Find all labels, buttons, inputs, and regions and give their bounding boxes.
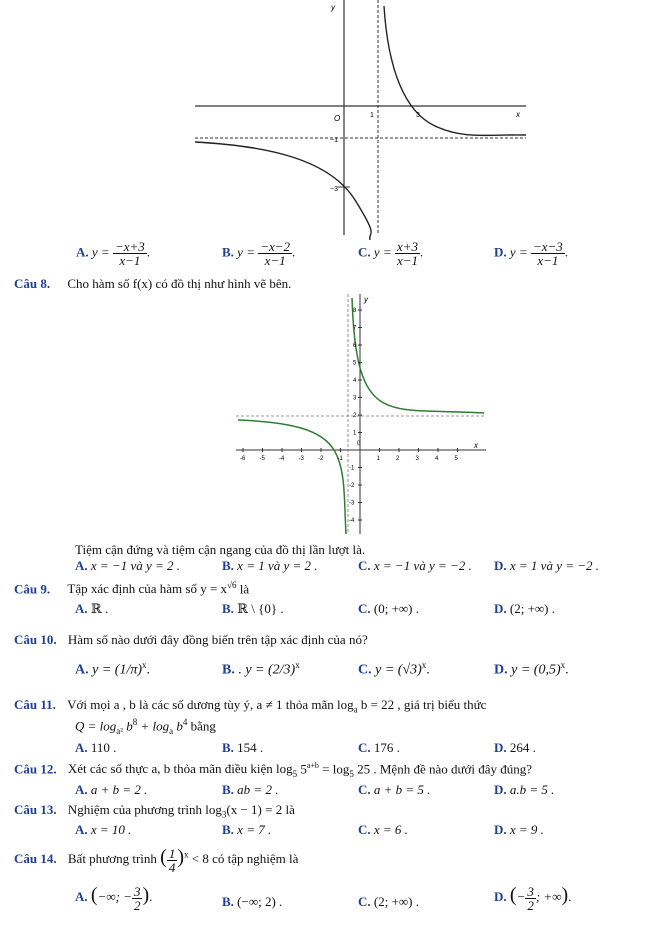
q10-option-a: A. $y = (1/\pi)^x$. [75, 660, 151, 678]
q9-option-a: A. ℝ . [75, 601, 109, 616]
y-tick-label: 5 [353, 360, 357, 367]
y-tick-label: 3 [353, 395, 357, 402]
fraction: $\frac{-x+3}{x-1}$ [114, 239, 145, 268]
q8-question: Tiệm cận đứng và tiệm cận ngang của đồ thị lần lượt là. [75, 542, 366, 557]
x-tick-label: 0 [357, 441, 361, 447]
y-tick-label: -3 [349, 500, 355, 507]
q12-option-a: A. a + b = 2 . [75, 782, 148, 797]
y-tick-label: -2 [349, 483, 355, 489]
q14-option-c: C. (2; +∞) . [358, 894, 420, 909]
q8-option-d: D. x = 1 và y = −2 . [494, 558, 600, 573]
label-m1: −1 [330, 137, 338, 144]
q8-header: Câu 8. Cho hàm số f(x) có đồ thị như hình vẽ bên. [14, 276, 292, 291]
y-tick-label: 6 [353, 343, 357, 349]
y-tick-label: 4 [353, 378, 357, 384]
q11-option-c: C. 176 . [358, 740, 400, 755]
label-y: y [364, 295, 368, 304]
curve-left-branch [238, 420, 346, 534]
x-tick-label: -1 [337, 456, 343, 462]
x-tick-label: -2 [318, 456, 324, 462]
q11-expression: $Q = \log_{a^2} b^8 + \log_a b^4$ bằng [75, 717, 216, 736]
q10-option-c: C. $y = (√3)^x$. [358, 660, 430, 678]
x-tick-label: -5 [259, 456, 265, 462]
q8-option-b: B. x = 1 và y = 2 . [222, 558, 318, 573]
x-tick-label: 1 [376, 456, 380, 462]
y-tick-label: 2 [353, 413, 357, 419]
q9-option-b: B. ℝ \ {0} . [222, 601, 284, 616]
q13-option-a: A. x = 10 . [75, 822, 132, 837]
graph-1 [190, 0, 530, 240]
q10-header: Câu 10. Hàm số nào dưới đây đồng biến trên tập xác định của nó? [14, 632, 368, 647]
q10-option-b: B. . $y = (2/3)^x$ [222, 660, 300, 678]
graph-2 [232, 290, 494, 538]
y-tick-label: 7 [353, 325, 357, 332]
label-origin: O [334, 114, 341, 123]
q13-option-c: C. x = 6 . [358, 822, 408, 837]
q12-option-d: D. a.b = 5 . [494, 782, 555, 797]
fraction: $\frac{-x-3}{x-1}$ [532, 239, 563, 268]
q13-option-b: B. x = 7 . [222, 822, 272, 837]
q9-option-c: C. (0; +∞) . [358, 601, 420, 616]
q14-option-a: A. (−∞; − $\frac{3}{2}$ ). [75, 883, 153, 913]
label-x: x [474, 441, 478, 450]
q9-header: Câu 9. Tập xác định của hàm số $y = x^{√6}$ là [14, 580, 250, 597]
curve-right-branch [352, 298, 484, 413]
y-tick-label: 1 [353, 430, 357, 437]
q13-option-d: D. x = 9 . [494, 822, 544, 837]
y-tick-label: -1 [349, 465, 355, 472]
q14-option-d: D. (− $\frac{3}{2}$ ; +∞). [494, 883, 572, 913]
q9-option-d: D. (2; +∞) . [494, 601, 556, 616]
q13-header: Câu 13. Nghiệm của phương trình $\log_3(x - 1) = 2$ là [14, 802, 295, 820]
q14-header: Câu 14. Bất phương trình ( $\frac{1}{4}$ )$^x$ < 8 có tập nghiệm là [14, 845, 299, 875]
label-y: y [331, 3, 335, 12]
label-1: 1 [370, 112, 374, 119]
x-tick-label: 5 [454, 456, 458, 462]
y-tick-label: -4 [349, 518, 355, 524]
x-tick-label: -3 [298, 456, 304, 462]
x-tick-label: -6 [240, 456, 246, 462]
label-x: x [516, 110, 520, 119]
x-tick-label: 4 [435, 456, 439, 462]
fraction: $\frac{3}{2}$ [133, 883, 141, 913]
q14-option-b: B. (−∞; 2) . [222, 894, 283, 909]
label-m3: −3 [330, 186, 338, 193]
q11-option-a: A. 110 . [75, 740, 117, 755]
q7-option-a: A. y = $\frac{-x+3}{x-1}$ . [76, 239, 151, 268]
q12-option-c: C. a + b = 5 . [358, 782, 431, 797]
x-tick-label: 2 [396, 456, 400, 462]
q12-option-b: B. ab = 2 . [222, 782, 279, 797]
fraction: $\frac{3}{2}$ [527, 883, 534, 913]
q8-option-a: A. x = −1 và y = 2 . [75, 558, 181, 573]
q7-option-b: B. y = $\frac{-x-2}{x-1}$ . [222, 239, 296, 268]
fraction: $\frac{1}{4}$ [168, 845, 176, 875]
fraction: $\frac{x+3}{x-1}$ [396, 239, 418, 268]
q11-option-b: B. 154 . [222, 740, 264, 755]
curve-left-branch [195, 142, 371, 240]
label-3: 3 [416, 112, 420, 119]
y-tick-label: 8 [353, 308, 357, 314]
q7-option-d: D. y = $\frac{-x-3}{x-1}$ . [494, 239, 569, 268]
q8-option-c: C. x = −1 và y = −2 . [358, 558, 472, 573]
x-tick-label: -4 [279, 456, 285, 462]
q7-option-c: C. y = $\frac{x+3}{x-1}$ . [358, 239, 424, 268]
q10-option-d: D. $y = (0,5)^x$. [494, 660, 569, 678]
fraction: $\frac{-x-2}{x-1}$ [260, 239, 291, 268]
x-tick-label: 3 [415, 456, 419, 462]
curve-right-branch [384, 6, 526, 135]
q11-header: Câu 11. Với mọi a , b là các số dương tùy ý, a ≠ 1 thỏa mãn $\log_a b = 22$ , giá trị biểu thức [14, 697, 487, 715]
q11-option-d: D. 264 . [494, 740, 536, 755]
q12-header: Câu 12. Xét các số thực a, b thỏa mãn điều kiện $\log_5 5^{a+b} = \log_5 25$ . Mệnh đề nào dưới đây đúng? [14, 761, 533, 779]
